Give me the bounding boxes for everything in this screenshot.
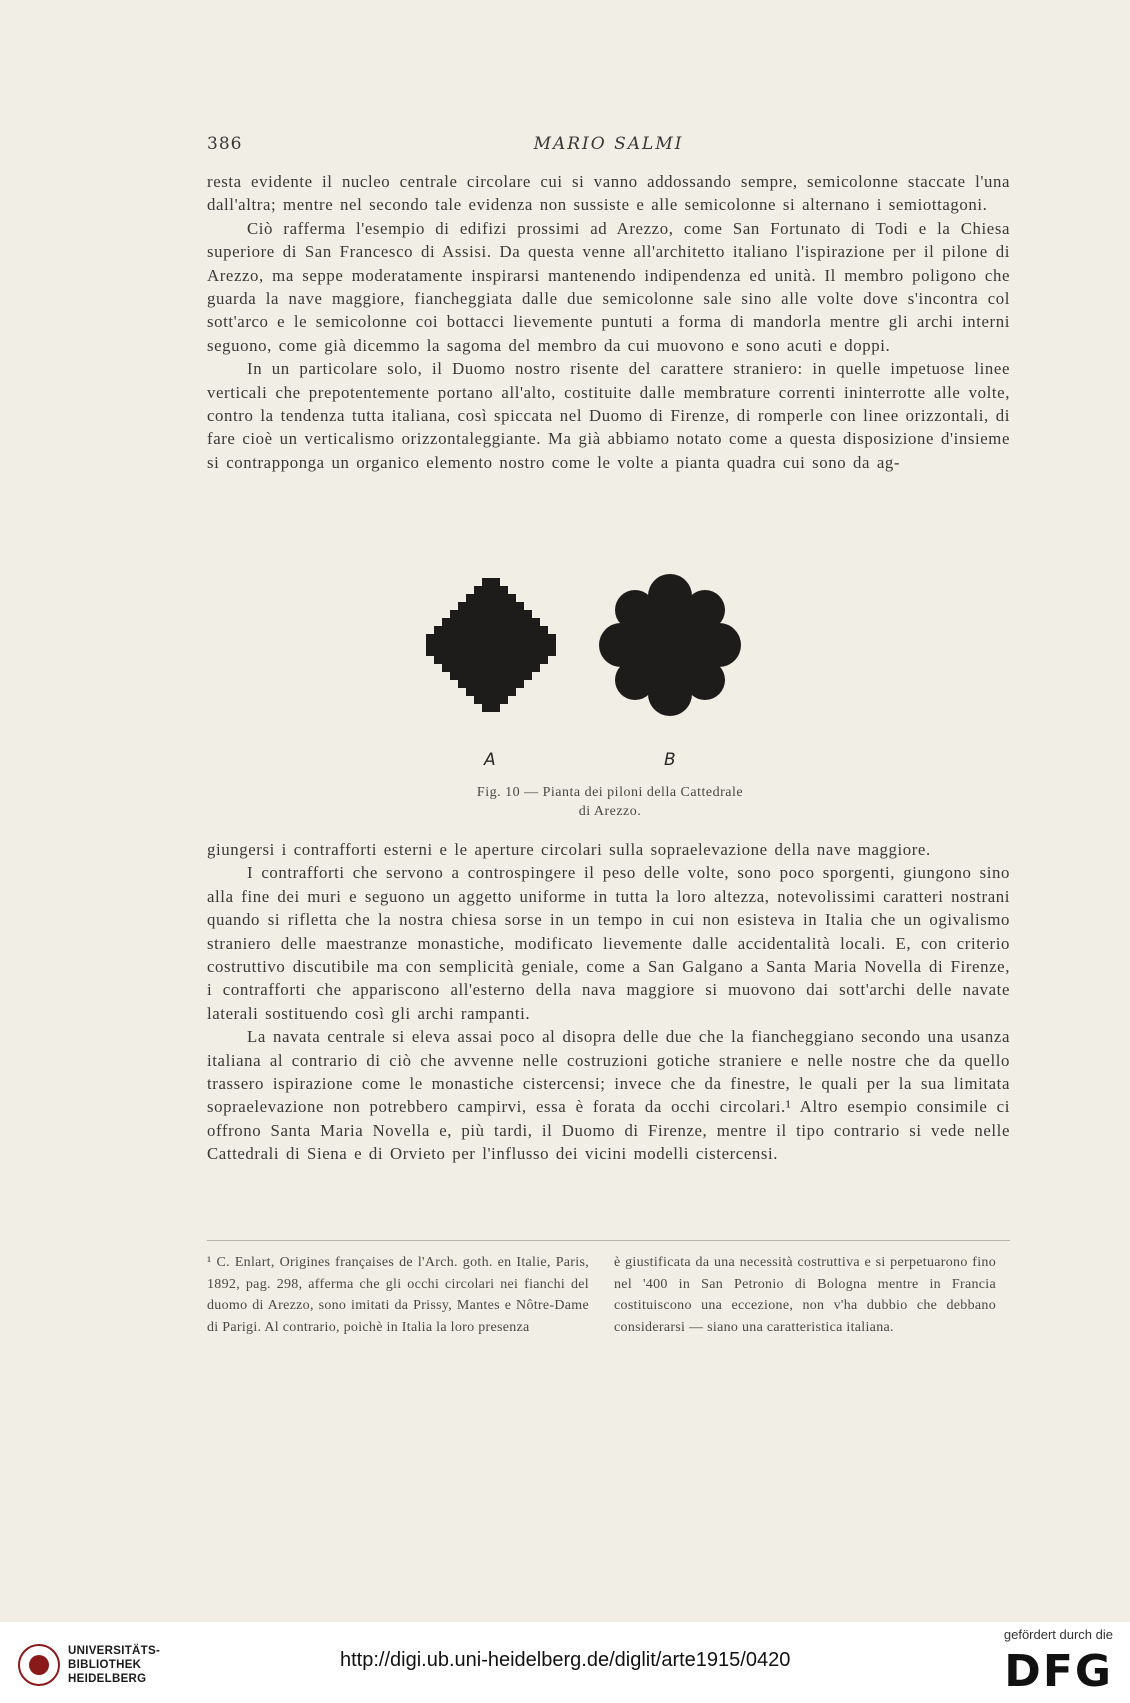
paragraph: giungersi i contrafforti esterni e le aperture circolari sulla sopraelevazione della nave maggiore. bbox=[207, 840, 931, 859]
pier-plan-drawing bbox=[420, 570, 800, 780]
page-header bbox=[207, 134, 1010, 160]
page-number: 386 bbox=[207, 134, 243, 154]
pier-plan-a bbox=[426, 578, 556, 712]
library-name-line: UNIVERSITÄTS- bbox=[68, 1645, 161, 1657]
library-name-line: BIBLIOTHEK bbox=[68, 1659, 142, 1671]
figure-label-a: A bbox=[484, 750, 496, 770]
paragraph: resta evidente il nucleo centrale circolare cui si vanno addossando sempre, semicolonne staccate l'una dall'altra; mentre nel secondo tale evidenza non sussiste e alle semicolonne si alternano i semiottagoni. bbox=[207, 172, 1010, 215]
footnote-text: è giustificata da una necessità costruttiva e si perpetuarono fino nel '400 in San Petronio di Bologna mentre in Francia costituiscono una eccezione, non v'ha dubbio che debbano considerarsi — siano una caratteristica italiana. bbox=[614, 1255, 996, 1335]
paragraph: Ciò rafferma l'esempio di edifizi prossimi ad Arezzo, come San Fortunato di Todi e la Chiesa superiore di San Francesco di Assisi. Da questa venne all'architetto italiano l'ispirazione per il pilone di Arezzo, ma seppe moderatamente inspirarsi mantenendo indipendenza ed unità. Il membro poligono che guarda la nave maggiore, fiancheggiata dalle due semicolonne sale sino alle volte dove s'incontra col sott'arco e le semicolonne coi bottacci lievemente puntuti a forma di mandorla mentre gli archi interni seguono, come già dicemmo la sagoma del membro da cui muovono e sono acuti e doppi. bbox=[207, 218, 1010, 355]
paragraph: In un particolare solo, il Duomo nostro risente del carattere straniero: in quelle impetuose linee verticali che prepotentemente portano all'alto, costituite dalle membrature correnti ininterrotte alle volte, contro la tendenza tutta italiana, così spiccata nel Duomo di Firenze, di romperle con linee orizzontali, di fare cioè un verticalismo orizzontaleggiante. Ma già abbiamo notato come a questa disposizione d'insieme si contrapponga un organico elemento nostro come le volte a pianta quadra cui sono da ag- bbox=[207, 359, 1010, 472]
footnote-column-left bbox=[207, 1252, 589, 1338]
body-text-bottom bbox=[207, 838, 1010, 1166]
running-head: MARIO SALMI bbox=[533, 134, 684, 154]
dfg-logo[interactable]: DFG bbox=[1004, 1646, 1113, 1697]
paragraph: I contrafforti che servono a controspingere il peso delle volte, sono poco sporgenti, giungono sino alla fine dei muri e seguono un aggetto uniforme in tutta la loro altezza, notevolissimi caratteri nostrani quando si rifletta che la nostra chiesa sorse in un tempo in cui non esisteva in Italia che un ogivalismo straniero delle maestranze monastiche, modificato lievemente dalle accidentalità locali. E, con criterio costruttivo discutibile ma con semplicità geniale, come a San Galgano a Santa Maria Novella di Firenze, i contrafforti che appariscono all'esterno della nava maggiore si muovono dai sott'archi delle navate laterali sostituendo così gli archi rampanti. bbox=[207, 863, 1010, 1023]
viewer-footer bbox=[0, 1622, 1130, 1703]
pier-plan-b bbox=[599, 574, 741, 716]
caption-line: Fig. 10 — Pianta dei piloni della Cattedrale bbox=[476, 785, 744, 800]
caption-line: di Arezzo. bbox=[578, 804, 642, 819]
library-logo[interactable] bbox=[18, 1640, 178, 1694]
source-url-link[interactable]: http://digi.ub.uni-heidelberg.de/diglit/arte1915/0420 bbox=[340, 1649, 791, 1671]
footnote-text: ¹ C. Enlart, Origines françaises de l'Arch. goth. en Italie, Paris, 1892, pag. 298, afferma che gli occhi circolari nei fianchi del duomo di Arezzo, sono imitati da Prissy, Mantes e Nôtre-Dame di Parigi. Al contrario, poichè in Italia la loro presenza bbox=[207, 1255, 589, 1335]
library-name bbox=[68, 1644, 160, 1686]
library-seal-icon bbox=[18, 1644, 60, 1686]
footnote-column-right bbox=[614, 1252, 996, 1338]
footnotes bbox=[207, 1252, 1010, 1362]
body-text-top bbox=[207, 170, 1010, 474]
footnote-rule bbox=[207, 1240, 1010, 1241]
paragraph: La navata centrale si eleva assai poco al disopra delle due che la fiancheggiano secondo una usanza italiana al contrario di ciò che avvenne nelle costruzioni gotiche straniere e nelle nostre che da quello trassero ispirazione come le monastiche cistercensi; invece che da finestre, le quali per la sua limitata sopraelevazione non potrebbero campirvi, essa è forata da occhi circolari.¹ Altro esempio consimile ci offrono Santa Maria Novella e, più tardi, il Duomo di Firenze, mentre il tipo contrario si vede nelle Cattedrali di Siena e di Orvieto per l'influsso dei vicini modelli cistercensi. bbox=[207, 1027, 1010, 1164]
figure-caption bbox=[420, 783, 800, 821]
figure-label-b: B bbox=[664, 750, 676, 770]
library-name-line: HEIDELBERG bbox=[68, 1673, 147, 1685]
funded-by-label: gefördert durch die bbox=[1003, 1627, 1113, 1642]
